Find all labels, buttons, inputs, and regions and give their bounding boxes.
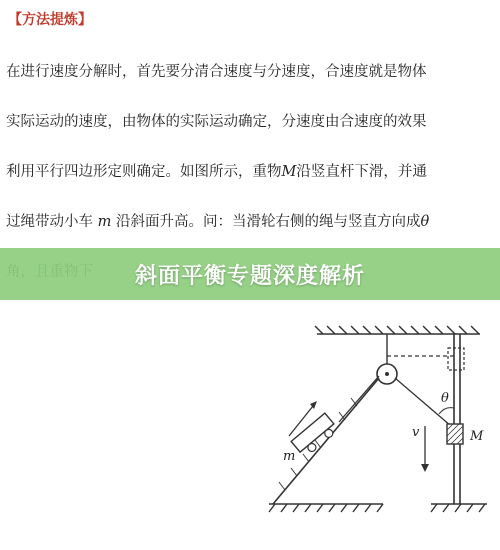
- label-theta: θ: [441, 391, 449, 406]
- paragraph-line-1: 在进行速度分解时，首先要分清合速度与分速度，合速度就是物体: [6, 64, 427, 80]
- section-heading: 【方法提炼】: [8, 12, 92, 28]
- variable-M: M: [281, 164, 297, 180]
- ground: [269, 504, 487, 512]
- label-v: v: [412, 425, 420, 440]
- ceiling: [315, 326, 480, 334]
- physics-diagram: [255, 318, 500, 546]
- line3-text-end: 沿竖直杆下滑，并通: [296, 164, 427, 180]
- rope-left: [339, 376, 379, 422]
- line4-text-mid: 沿斜面升高。问：当滑轮右侧的绳与竖直方向成: [115, 214, 421, 230]
- title-banner: [0, 248, 500, 300]
- theta-arc: [439, 408, 454, 414]
- label-M: M: [470, 429, 484, 444]
- line4-text-start: 过绳带动小车: [6, 214, 93, 230]
- dashed-box: [448, 348, 464, 370]
- line3-text-start: 利用平行四边形定则确定。如图所示，重物: [6, 164, 282, 180]
- incline: [273, 378, 379, 504]
- diagram-svg: [255, 318, 500, 546]
- variable-theta: θ: [420, 214, 430, 230]
- cart-m: [291, 413, 339, 458]
- label-m: m: [283, 449, 296, 464]
- paragraph-line-2: 实际运动的速度，由物体的实际运动确定，分速度由合速度的效果: [6, 114, 427, 130]
- variable-m: m: [97, 214, 112, 230]
- paragraph-line-3: [6, 160, 496, 181]
- banner-title: 斜面平衡专题深度解析: [134, 263, 365, 289]
- paragraph-line-4: [6, 210, 496, 231]
